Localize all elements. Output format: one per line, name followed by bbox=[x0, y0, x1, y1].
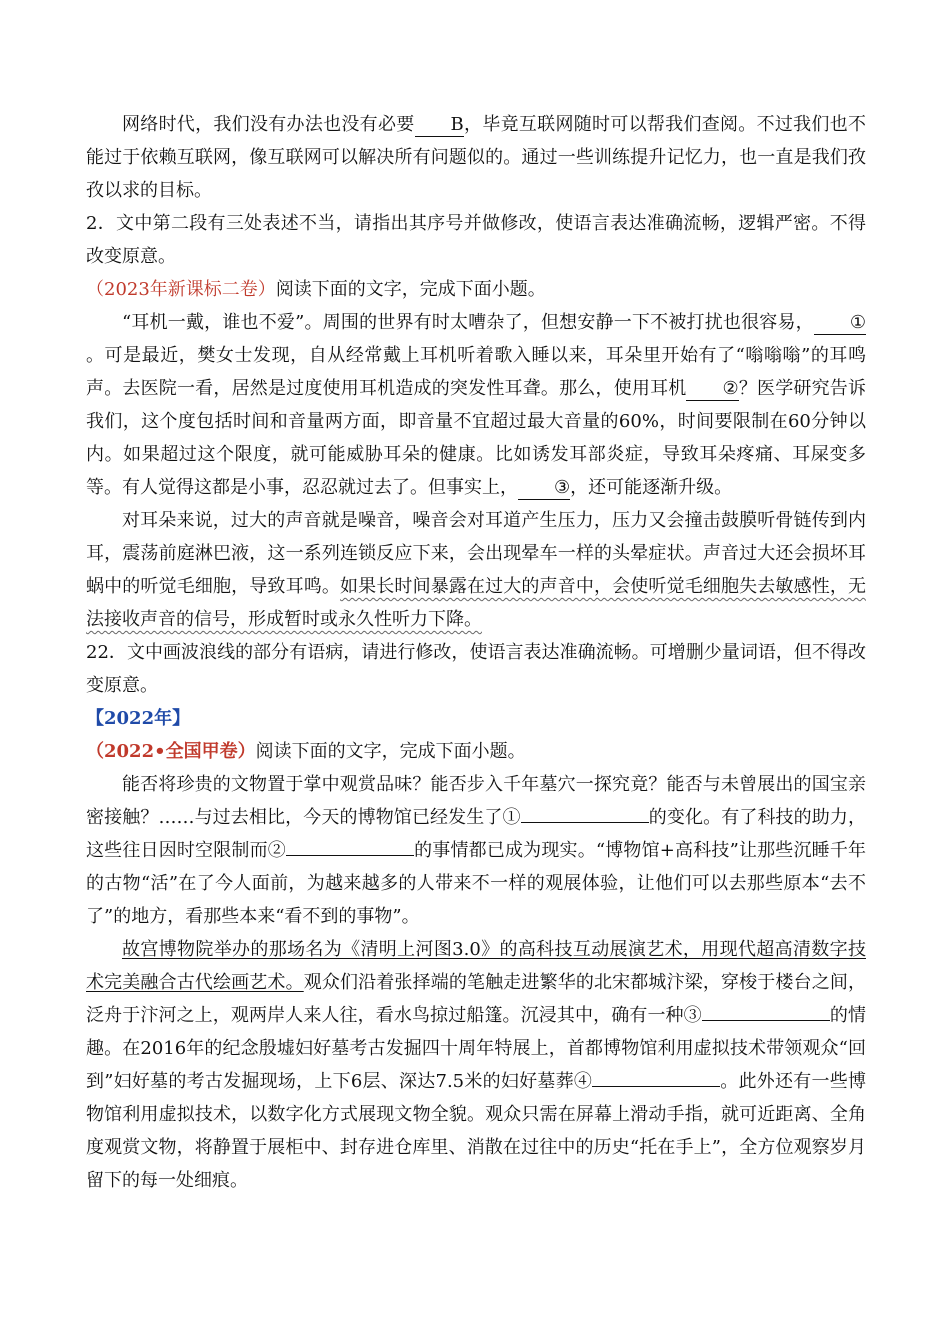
text-run: 网络时代，我们没有办法也没有必要 bbox=[122, 114, 415, 135]
underlined-sentence: 故宫博物院举办的那场名为《清明上河图3.0》的高科技互动展演艺术，用现代超高清数字技术完美融合古代绘画艺术。 bbox=[86, 939, 866, 993]
source-line-2023 bbox=[86, 273, 866, 306]
source-instruction: 阅读下面的文字，完成下面小题。 bbox=[255, 741, 526, 762]
paragraph-museum bbox=[86, 768, 866, 933]
text-run: 对耳朵来说，过大的声音就是噪音，噪音会对耳道产生压力，压力又会撞击鼓膜听骨链传到内耳，震荡前庭淋巴液，这一系列连锁反应下来，会出现晕车一样的头晕症状。声音过大还会损坏耳蜗中的听觉毛细胞，导致耳鸣。 bbox=[86, 510, 866, 597]
source-tag: （2023年新课标二卷） bbox=[86, 279, 276, 300]
text-run: 的情趣。在2016年的纪念殷墟妇好墓考古发掘四十周年特展上，首都博物馆利用虚拟技术带领观众“回到”妇好墓的考古发掘现场，上下6层、深达7.5米的妇好墓葬④ bbox=[86, 1005, 867, 1092]
text-run: ？医学研究告诉我们，这个度包括时间和音量两方面，即音量不宜超过最大音量的60%，时间要限制在60分钟以内。如果超过这个限度，就可能威胁耳朵的健康。比如诱发耳部炎症，导致耳朵疼痛、耳屎变多等。有人觉得这都是小事，忍忍就过去了。但事实上， bbox=[86, 378, 867, 498]
text-run: ，毕竟互联网随时可以帮我们查阅。不过我们也不能过于依赖互联网，像互联网可以解决所有问题似的。通过一些训练提升记忆力，也一直是我们孜孜以求的目标。 bbox=[86, 114, 866, 201]
text-run: “耳机一戴，谁也不爱”。周围的世界有时太嘈杂了，但想安静一下不被打扰也很容易， bbox=[122, 312, 814, 333]
paragraph-memory bbox=[86, 108, 866, 207]
paragraph-earphones bbox=[86, 306, 866, 504]
blank-4 bbox=[592, 1086, 720, 1087]
wavy-underlined-sentence: 如果长时间暴露在过大的声音中，会使听觉毛细胞失去敏感性，无法接收声音的信号，形成暂时或永久性听力下降。 bbox=[86, 576, 866, 630]
question-22: 22．文中画波浪线的部分有语病，请进行修改，使语言表达准确流畅。可增删少量词语，但不得改变原意。 bbox=[86, 642, 866, 696]
answer-blank: B bbox=[415, 114, 464, 137]
document-body bbox=[86, 108, 866, 1197]
source-instruction: 阅读下面的文字，完成下面小题。 bbox=[275, 279, 546, 300]
source-line-2022 bbox=[86, 735, 866, 768]
blank-1 bbox=[521, 822, 649, 823]
text-run: 能否将珍贵的文物置于掌中观赏品味？能否步入千年墓穴一探究竟？能否与未曾展出的国宝亲密接触？……与过去相比，今天的博物馆已经发生了① bbox=[86, 774, 866, 828]
text-run: 的变化。有了科技的助力，这些往日因时空限制而② bbox=[86, 807, 867, 861]
blank-2 bbox=[286, 855, 414, 856]
blank-2: ② bbox=[686, 378, 738, 401]
year-heading-2022: 【2022年】 bbox=[86, 708, 191, 729]
text-run: 。此外还有一些博物馆利用虚拟技术，以数字化方式展现文物全貌。观众只需在屏幕上滑动手指，就可近距离、全角度观赏文物，将静置于展柜中、封存进仓库里、消散在过往中的历史“托在手上”，全方位观察岁月留下的每一处细痕。 bbox=[86, 1071, 866, 1191]
paragraph-palace-museum bbox=[86, 933, 866, 1197]
text-run: 。可是最近，樊女士发现，自从经常戴上耳机听着歌入睡以来，耳朵里开始有了“嗡嗡嗡”的耳鸣声。去医院一看，居然是过度使用耳机造成的突发性耳聋。那么，使用耳机 bbox=[86, 345, 866, 399]
text-run: 的事情都已成为现实。“博物馆+高科技”让那些沉睡千年的古物“活”在了今人面前，为越来越多的人带来不一样的观展体验，让他们可以去那些原本“去不了”的地方，看那些本来“看不到的事物”。 bbox=[86, 840, 867, 927]
question-2: 2．文中第二段有三处表述不当，请指出其序号并做修改，使语言表达准确流畅，逻辑严密。不得改变原意。 bbox=[86, 213, 866, 267]
blank-1: ① bbox=[814, 312, 866, 335]
text-run: ，还可能逐渐升级。 bbox=[570, 477, 733, 498]
text-run: 观众们沿着张择端的笔触走进繁华的北宋都城汴梁，穿梭于楼台之间，泛舟于汴河之上，观两岸人来人往，看水鸟掠过船篷。沉浸其中，确有一种③ bbox=[86, 972, 867, 1026]
paragraph-noise bbox=[86, 504, 866, 636]
source-tag: （2022•全国甲卷） bbox=[86, 741, 256, 762]
blank-3 bbox=[702, 1020, 830, 1021]
blank-3: ③ bbox=[518, 477, 570, 500]
